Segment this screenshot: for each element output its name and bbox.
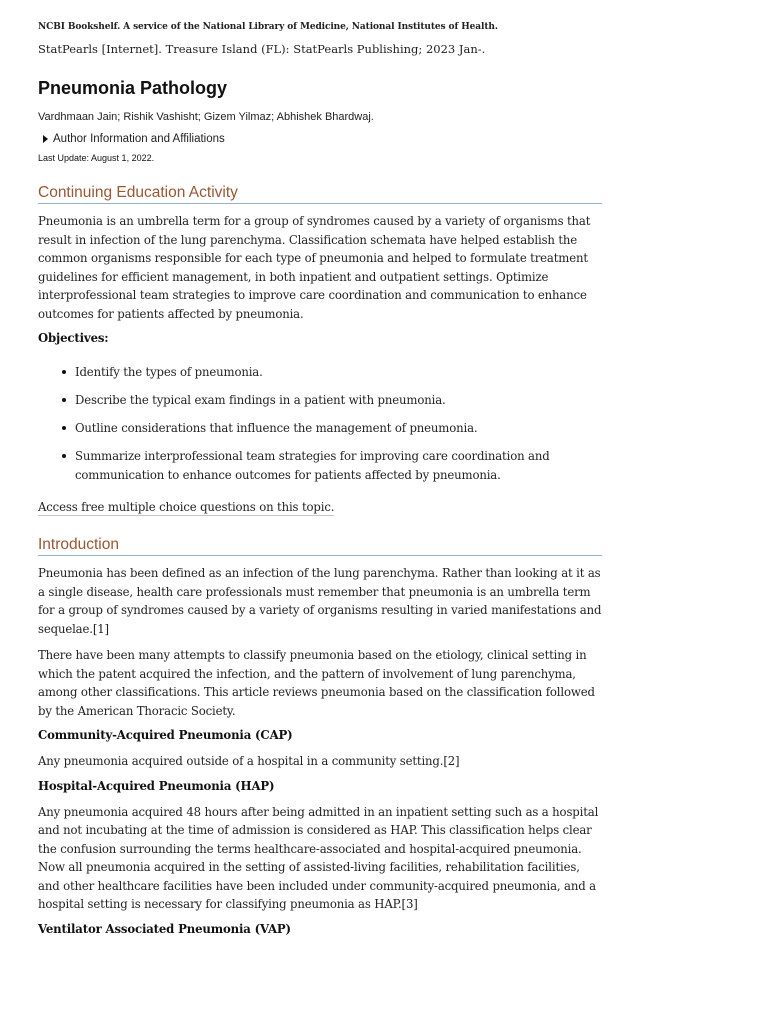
section-heading-continuing-education: Continuing Education Activity bbox=[38, 184, 602, 204]
paragraph-activity-intro: Pneumonia is an umbrella term for a group of syndromes caused by a variety of organisms that result in infection of the lung parenchyma. Classification schemata have helped establish the common organisms responsible for each type of pneumonia and helped to formulate treatment guidelines for efficient management, in both inpatient and outpatient settings. Optimize interprofessional team strategies to improve care coordination and communication to enhance outcomes for patients affected by pneumonia. bbox=[38, 214, 591, 321]
objectives-list bbox=[38, 363, 602, 484]
reference-link[interactable]: [3] bbox=[401, 897, 418, 911]
paragraph-cap bbox=[38, 752, 602, 771]
mcq-link[interactable]: Access free multiple choice questions on this topic. bbox=[38, 500, 335, 514]
author-list: Vardhmaan Jain; Rishik Vashisht; Gizem Yilmaz; Abhishek Bhardwaj. bbox=[38, 111, 374, 123]
article-page bbox=[38, 22, 602, 946]
objective-item: Describe the typical exam findings in a patient with pneumonia. bbox=[75, 391, 602, 410]
ncbi-banner: NCBI Bookshelf. A service of the National Library of Medicine, National Institutes of Health. bbox=[38, 22, 498, 32]
subheading-hap: Hospital-Acquired Pneumonia (HAP) bbox=[38, 778, 275, 793]
paragraph-text: Pneumonia has been defined as an infection of the lung parenchyma. Rather than looking at it as a single disease, health care professionals must remember that pneumonia is an umbrella term for a group of syndromes caused by a variety of organisms resulting in varied manifestations and sequelae. bbox=[38, 566, 602, 636]
section-heading-introduction: Introduction bbox=[38, 536, 602, 556]
reference-link[interactable]: [1] bbox=[92, 621, 109, 636]
last-update: Last Update: August 1, 2022. bbox=[38, 153, 155, 163]
objective-item: Identify the types of pneumonia. bbox=[75, 363, 602, 382]
paragraph-intro-definition bbox=[38, 564, 602, 638]
objectives-label: Objectives: bbox=[38, 331, 109, 345]
subheading-vap: Ventilator Associated Pneumonia (VAP) bbox=[38, 921, 291, 936]
objective-item: Outline considerations that influence the management of pneumonia. bbox=[75, 419, 602, 438]
objective-item: Summarize interprofessional team strategies for improving care coordination and communication to enhance outcomes for patients affected by pneumonia. bbox=[75, 447, 602, 484]
paragraph-text: Any pneumonia acquired outside of a hospital in a community setting. bbox=[38, 754, 444, 768]
mcq-link-container bbox=[38, 498, 602, 532]
page-title: Pneumonia Pathology bbox=[38, 78, 228, 98]
affiliations-toggle-label: Author Information and Affiliations bbox=[53, 133, 225, 145]
paragraph-hap bbox=[38, 803, 602, 914]
caret-right-icon bbox=[43, 135, 48, 143]
reference-link[interactable]: [2] bbox=[443, 754, 460, 768]
affiliations-toggle[interactable] bbox=[38, 133, 602, 145]
paragraph-intro-classification: There have been many attempts to classify pneumonia based on the etiology, clinical setting in which the patent acquired the infection, and the pattern of involvement of lung parenchyma, among other classifications. This article reviews pneumonia based on the classification followed by the American Thoracic Society. bbox=[38, 648, 595, 718]
citation: StatPearls [Internet]. Treasure Island (FL): StatPearls Publishing; 2023 Jan-. bbox=[38, 42, 486, 56]
paragraph-text: Any pneumonia acquired 48 hours after being admitted in an inpatient setting such as a hospital and not incubating at the time of admission is considered as HAP. This classification helps clear the confusion surrounding the terms healthcare-associated and hospital-acquired pneumonia. Now all pneumonia acquired in the setting of assisted-living facilities, rehabilitation facilities, and other healthcare facilities have been included under community-acquired pneumonia, and a hospital setting is necessary for classifying pneumonia as HAP. bbox=[38, 804, 599, 911]
subheading-cap: Community-Acquired Pneumonia (CAP) bbox=[38, 728, 293, 742]
